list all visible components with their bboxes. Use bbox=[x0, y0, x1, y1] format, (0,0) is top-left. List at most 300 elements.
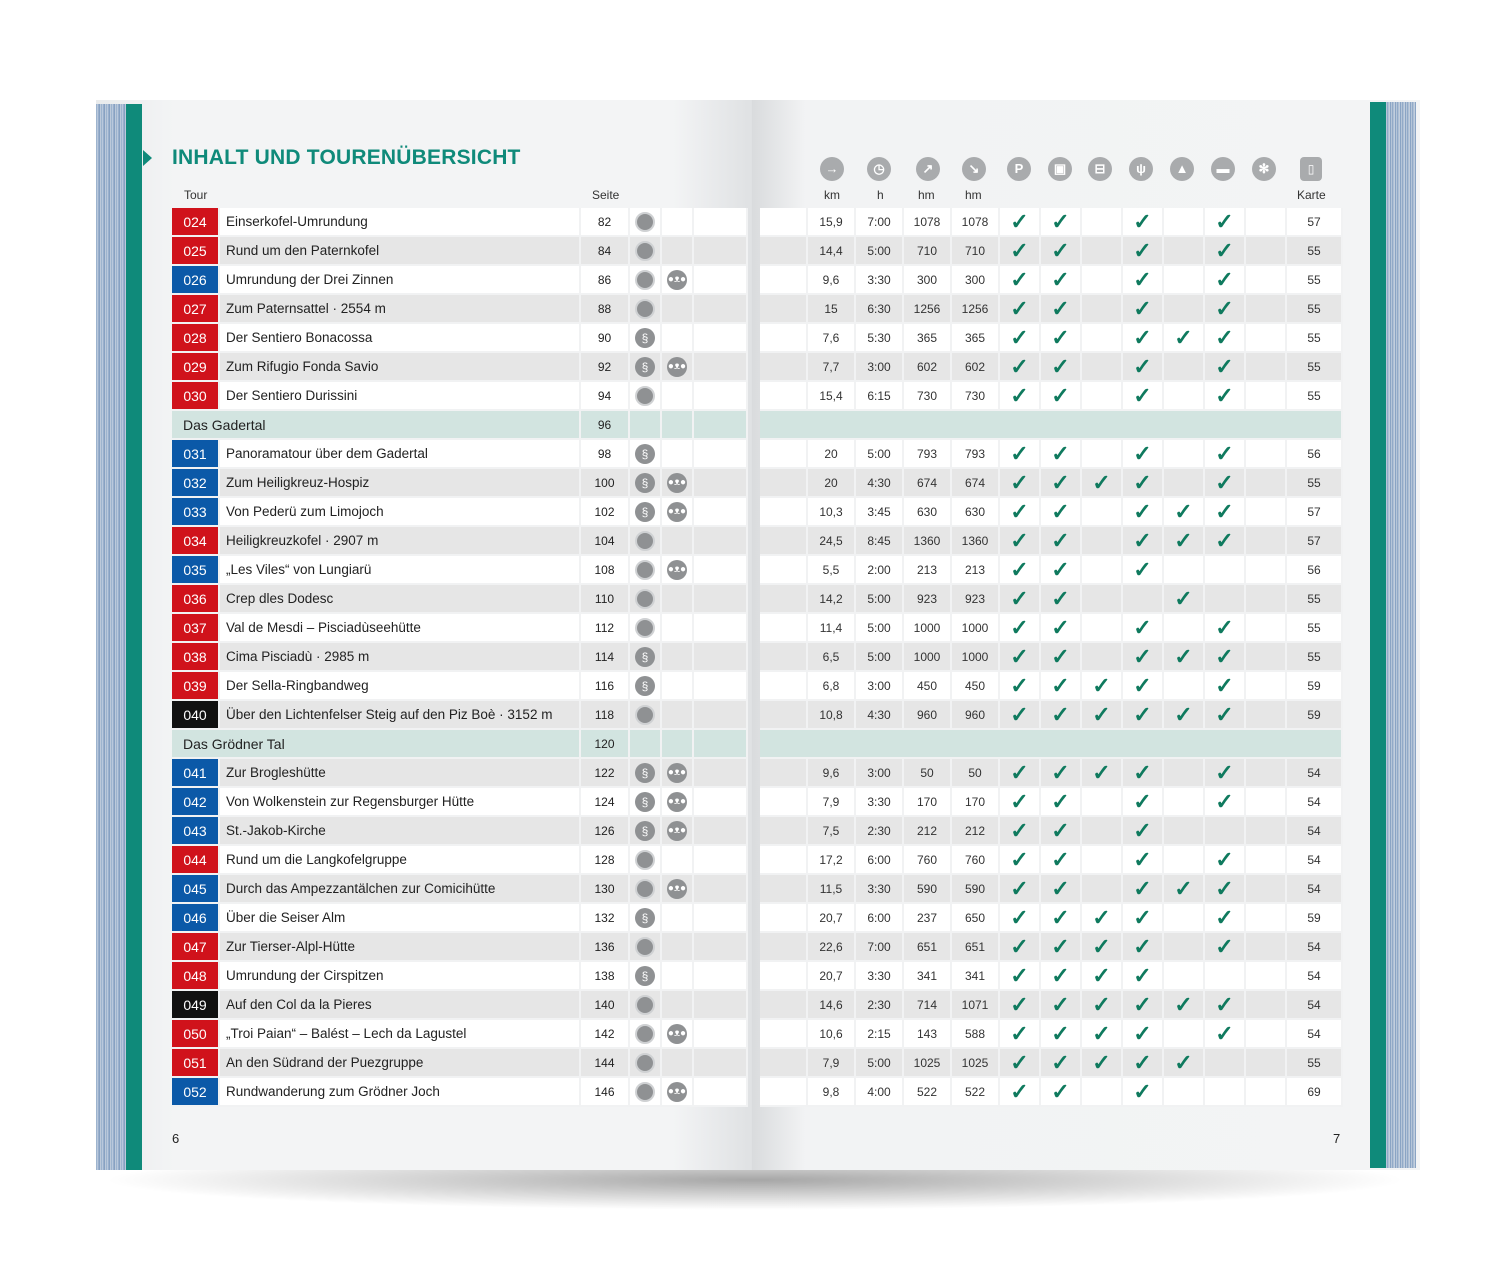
check-icon: ✓ bbox=[1010, 295, 1029, 321]
tour-page: 122 bbox=[580, 758, 629, 787]
tour-type-cell bbox=[629, 381, 661, 410]
left-teal-stripe bbox=[126, 104, 142, 1170]
tour-type-cell bbox=[629, 294, 661, 323]
table-row-right bbox=[760, 845, 1342, 874]
tour-page: 100 bbox=[580, 468, 629, 497]
check-icon: ✓ bbox=[1051, 266, 1070, 292]
check-cell bbox=[1040, 671, 1081, 700]
check-cell bbox=[1204, 990, 1245, 1019]
check-cell bbox=[1081, 468, 1122, 497]
tour-page: 98 bbox=[580, 439, 629, 468]
check-cell bbox=[1081, 265, 1122, 294]
tour-name: Über den Lichtenfelser Steig auf den Piz Boè · 3152 m bbox=[219, 700, 580, 729]
tour-number: 051 bbox=[172, 1048, 219, 1077]
tour-km: 9,8 bbox=[807, 1077, 855, 1106]
tour-descent: 960 bbox=[951, 700, 999, 729]
tour-map: 55 bbox=[1286, 468, 1342, 497]
tour-ascent: 170 bbox=[903, 787, 951, 816]
check-cell bbox=[1040, 845, 1081, 874]
table-row-right bbox=[760, 584, 1342, 613]
check-cell bbox=[1040, 1048, 1081, 1077]
section-fill bbox=[760, 410, 1342, 439]
empty-cell bbox=[760, 1019, 807, 1048]
check-cell bbox=[1204, 874, 1245, 903]
kid-cell bbox=[661, 381, 693, 410]
check-cell bbox=[1040, 961, 1081, 990]
tour-map: 55 bbox=[1286, 584, 1342, 613]
check-cell bbox=[1204, 468, 1245, 497]
check-cell bbox=[1081, 613, 1122, 642]
tour-page: 130 bbox=[580, 874, 629, 903]
tour-number: 037 bbox=[172, 613, 219, 642]
check-cell bbox=[999, 352, 1040, 381]
check-icon: ✓ bbox=[1133, 353, 1152, 379]
check-cell bbox=[1122, 816, 1163, 845]
empty-cell bbox=[760, 294, 807, 323]
check-icon: ✓ bbox=[1010, 614, 1029, 640]
check-cell bbox=[1081, 961, 1122, 990]
kid-cell bbox=[661, 236, 693, 265]
table-row-right bbox=[760, 990, 1342, 1019]
bear-icon: ●ᴥ● bbox=[667, 1024, 687, 1044]
tour-number: 036 bbox=[172, 584, 219, 613]
empty-cell bbox=[693, 758, 747, 787]
tour-type-cell bbox=[629, 468, 661, 497]
empty-cell bbox=[760, 903, 807, 932]
tour-ascent: 450 bbox=[903, 671, 951, 700]
tour-hours: 2:00 bbox=[855, 555, 903, 584]
check-cell bbox=[1081, 352, 1122, 381]
check-icon: ✓ bbox=[1133, 295, 1152, 321]
check-icon: ✓ bbox=[1051, 1049, 1070, 1075]
map-icon: ▯ bbox=[1300, 157, 1322, 181]
check-cell bbox=[1040, 352, 1081, 381]
tour-number: 046 bbox=[172, 903, 219, 932]
cable-car-icon: ⊟ bbox=[1088, 157, 1112, 181]
check-icon: ✓ bbox=[1010, 1049, 1029, 1075]
check-cell bbox=[1122, 208, 1163, 236]
tour-map: 55 bbox=[1286, 265, 1342, 294]
empty-cell bbox=[693, 729, 747, 758]
check-cell bbox=[1081, 208, 1122, 236]
table-row-right bbox=[760, 642, 1342, 671]
tour-descent: 341 bbox=[951, 961, 999, 990]
page-number-left: 6 bbox=[172, 1131, 180, 1146]
tour-name: Heiligkreuzkofel · 2907 m bbox=[219, 526, 580, 555]
check-icon: ✓ bbox=[1051, 208, 1070, 234]
check-icon: ✓ bbox=[1051, 759, 1070, 785]
section-page: 96 bbox=[580, 410, 629, 439]
kid-cell bbox=[661, 1048, 693, 1077]
wave-route-icon: § bbox=[635, 357, 655, 377]
tour-map: 57 bbox=[1286, 526, 1342, 555]
check-icon: ✓ bbox=[1010, 817, 1029, 843]
tour-number: 045 bbox=[172, 874, 219, 903]
check-icon: ✓ bbox=[1133, 846, 1152, 872]
kid-cell bbox=[661, 294, 693, 323]
tour-name: Zur Tierser-Alpl-Hütte bbox=[219, 932, 580, 961]
check-icon: ✓ bbox=[1215, 469, 1234, 495]
check-cell bbox=[1245, 758, 1286, 787]
check-cell bbox=[1163, 439, 1204, 468]
check-cell bbox=[1163, 932, 1204, 961]
tour-type-cell bbox=[629, 874, 661, 903]
table-row-right bbox=[760, 352, 1342, 381]
tour-ascent: 730 bbox=[903, 381, 951, 410]
empty-cell bbox=[760, 787, 807, 816]
check-cell bbox=[1245, 584, 1286, 613]
tour-hours: 6:15 bbox=[855, 381, 903, 410]
check-cell bbox=[1122, 439, 1163, 468]
tour-map: 54 bbox=[1286, 1019, 1342, 1048]
check-icon: ✓ bbox=[1010, 440, 1029, 466]
tour-name: Panoramatour über dem Gadertal bbox=[219, 439, 580, 468]
check-cell bbox=[1163, 961, 1204, 990]
empty-cell bbox=[629, 729, 661, 758]
check-icon: ✓ bbox=[1010, 672, 1029, 698]
tour-km: 15,9 bbox=[807, 208, 855, 236]
tour-number: 041 bbox=[172, 758, 219, 787]
check-cell bbox=[1245, 1048, 1286, 1077]
tour-map: 55 bbox=[1286, 236, 1342, 265]
check-cell bbox=[1204, 816, 1245, 845]
check-icon: ✓ bbox=[1010, 788, 1029, 814]
check-icon: ✓ bbox=[1133, 904, 1152, 930]
section-fill bbox=[760, 729, 1342, 758]
check-cell bbox=[1245, 845, 1286, 874]
check-cell bbox=[1204, 265, 1245, 294]
check-icon: ✓ bbox=[1010, 266, 1029, 292]
check-cell bbox=[1081, 932, 1122, 961]
wave-route-icon: § bbox=[635, 763, 655, 783]
tour-name: Zum Paternsattel · 2554 m bbox=[219, 294, 580, 323]
tour-km: 7,9 bbox=[807, 1048, 855, 1077]
check-cell bbox=[1081, 555, 1122, 584]
check-icon: ✓ bbox=[1133, 266, 1152, 292]
check-icon: ✓ bbox=[1133, 324, 1152, 350]
tour-name: Rund um die Langkofelgruppe bbox=[219, 845, 580, 874]
check-cell bbox=[1163, 208, 1204, 236]
bear-icon: ●ᴥ● bbox=[667, 763, 687, 783]
check-icon: ✓ bbox=[1133, 643, 1152, 669]
restaurant-icon: ψ bbox=[1129, 157, 1153, 181]
tour-page: 110 bbox=[580, 584, 629, 613]
check-icon: ✓ bbox=[1051, 875, 1070, 901]
check-icon: ✓ bbox=[1051, 382, 1070, 408]
empty-cell bbox=[693, 700, 747, 729]
check-cell bbox=[999, 265, 1040, 294]
tour-number: 025 bbox=[172, 236, 219, 265]
kid-cell bbox=[661, 903, 693, 932]
check-cell bbox=[1081, 294, 1122, 323]
loop-route-icon bbox=[635, 1024, 655, 1044]
check-cell bbox=[1081, 381, 1122, 410]
tour-type-cell bbox=[629, 208, 661, 236]
check-cell bbox=[999, 1077, 1040, 1106]
table-row bbox=[172, 613, 747, 642]
check-cell bbox=[1081, 816, 1122, 845]
tour-ascent: 602 bbox=[903, 352, 951, 381]
check-cell bbox=[1245, 208, 1286, 236]
check-cell bbox=[1040, 1019, 1081, 1048]
tour-page: 108 bbox=[580, 555, 629, 584]
table-row bbox=[172, 526, 747, 555]
check-icon: ✓ bbox=[1051, 237, 1070, 263]
left-page-edges bbox=[96, 104, 126, 1170]
tour-hours: 4:30 bbox=[855, 468, 903, 497]
header-hm-up: hm bbox=[918, 188, 935, 202]
check-icon: ✓ bbox=[1133, 701, 1152, 727]
tour-map: 54 bbox=[1286, 758, 1342, 787]
table-row bbox=[172, 932, 747, 961]
tour-map: 55 bbox=[1286, 642, 1342, 671]
table-row-right bbox=[760, 758, 1342, 787]
tour-type-cell bbox=[629, 845, 661, 874]
section-page: 120 bbox=[580, 729, 629, 758]
empty-cell bbox=[760, 1048, 807, 1077]
check-cell bbox=[1122, 700, 1163, 729]
tour-number: 049 bbox=[172, 990, 219, 1019]
check-cell bbox=[1163, 642, 1204, 671]
empty-cell bbox=[760, 845, 807, 874]
tour-descent: 450 bbox=[951, 671, 999, 700]
check-cell bbox=[999, 758, 1040, 787]
empty-cell bbox=[760, 526, 807, 555]
wave-route-icon: § bbox=[635, 647, 655, 667]
check-icon: ✓ bbox=[1215, 788, 1234, 814]
check-icon: ✓ bbox=[1215, 382, 1234, 408]
tour-page: 94 bbox=[580, 381, 629, 410]
kid-cell bbox=[661, 1077, 693, 1106]
check-cell bbox=[1040, 990, 1081, 1019]
tour-ascent: 793 bbox=[903, 439, 951, 468]
check-cell bbox=[1245, 236, 1286, 265]
check-cell bbox=[1204, 787, 1245, 816]
tour-hours: 3:45 bbox=[855, 497, 903, 526]
tour-name: „Les Viles“ von Lungiarü bbox=[219, 555, 580, 584]
check-icon: ✓ bbox=[1133, 933, 1152, 959]
check-cell bbox=[1081, 642, 1122, 671]
table-row bbox=[172, 671, 747, 700]
check-cell bbox=[1204, 555, 1245, 584]
check-cell bbox=[1163, 236, 1204, 265]
check-cell bbox=[1040, 236, 1081, 265]
section-row bbox=[172, 410, 747, 439]
tour-hours: 8:45 bbox=[855, 526, 903, 555]
kid-cell bbox=[661, 323, 693, 352]
table-row bbox=[172, 294, 747, 323]
tour-ascent: 590 bbox=[903, 874, 951, 903]
check-cell bbox=[1122, 468, 1163, 497]
check-icon: ✓ bbox=[1010, 846, 1029, 872]
check-icon: ✓ bbox=[1133, 875, 1152, 901]
tour-type-cell bbox=[629, 787, 661, 816]
tour-km: 6,8 bbox=[807, 671, 855, 700]
tour-hours: 3:00 bbox=[855, 758, 903, 787]
tour-name: Umrundung der Cirspitzen bbox=[219, 961, 580, 990]
kid-cell bbox=[661, 208, 693, 236]
tour-number: 044 bbox=[172, 845, 219, 874]
check-icon: ✓ bbox=[1051, 991, 1070, 1017]
check-icon: ✓ bbox=[1092, 933, 1111, 959]
check-cell bbox=[1163, 845, 1204, 874]
kid-cell bbox=[661, 961, 693, 990]
check-icon: ✓ bbox=[1092, 672, 1111, 698]
tour-page: 92 bbox=[580, 352, 629, 381]
check-cell bbox=[999, 555, 1040, 584]
check-cell bbox=[999, 381, 1040, 410]
header-karte: Karte bbox=[1297, 188, 1326, 202]
check-cell bbox=[1245, 816, 1286, 845]
tour-km: 11,4 bbox=[807, 613, 855, 642]
tour-type-cell bbox=[629, 265, 661, 294]
tour-page: 126 bbox=[580, 816, 629, 845]
tour-type-cell bbox=[629, 932, 661, 961]
check-cell bbox=[1040, 816, 1081, 845]
check-cell bbox=[1122, 1019, 1163, 1048]
check-cell bbox=[1245, 265, 1286, 294]
check-cell bbox=[1163, 903, 1204, 932]
table-row-right bbox=[760, 294, 1342, 323]
empty-cell bbox=[693, 787, 747, 816]
check-cell bbox=[1081, 497, 1122, 526]
check-cell bbox=[1122, 265, 1163, 294]
kid-cell bbox=[661, 265, 693, 294]
tour-ascent: 710 bbox=[903, 236, 951, 265]
tour-page: 140 bbox=[580, 990, 629, 1019]
tour-km: 20 bbox=[807, 439, 855, 468]
tour-hours: 4:30 bbox=[855, 700, 903, 729]
tour-km: 20,7 bbox=[807, 903, 855, 932]
check-icon: ✓ bbox=[1215, 324, 1234, 350]
empty-cell bbox=[760, 758, 807, 787]
check-icon: ✓ bbox=[1092, 991, 1111, 1017]
check-icon: ✓ bbox=[1051, 585, 1070, 611]
check-cell bbox=[1040, 208, 1081, 236]
header-seite: Seite bbox=[592, 188, 620, 202]
check-cell bbox=[1245, 497, 1286, 526]
tour-name: Rund um den Paternkofel bbox=[219, 236, 580, 265]
tour-km: 10,8 bbox=[807, 700, 855, 729]
tour-name: Zum Heiligkreuz-Hospiz bbox=[219, 468, 580, 497]
check-cell bbox=[1122, 1048, 1163, 1077]
title-arrow-icon bbox=[143, 150, 152, 166]
tour-type-cell bbox=[629, 758, 661, 787]
check-cell bbox=[1204, 671, 1245, 700]
check-cell bbox=[1040, 265, 1081, 294]
check-cell bbox=[1122, 932, 1163, 961]
check-icon: ✓ bbox=[1174, 875, 1193, 901]
check-cell bbox=[1040, 294, 1081, 323]
check-cell bbox=[999, 787, 1040, 816]
tour-km: 7,5 bbox=[807, 816, 855, 845]
check-cell bbox=[1245, 642, 1286, 671]
check-cell bbox=[1245, 439, 1286, 468]
tour-type-cell bbox=[629, 700, 661, 729]
bed-icon: ▬ bbox=[1211, 157, 1235, 181]
check-cell bbox=[1040, 323, 1081, 352]
check-cell bbox=[1040, 526, 1081, 555]
check-cell bbox=[1040, 700, 1081, 729]
loop-route-icon bbox=[635, 212, 655, 232]
check-icon: ✓ bbox=[1010, 382, 1029, 408]
tour-map: 59 bbox=[1286, 671, 1342, 700]
table-row bbox=[172, 236, 747, 265]
table-row bbox=[172, 990, 747, 1019]
table-row bbox=[172, 468, 747, 497]
page-number-right: 7 bbox=[1333, 1131, 1341, 1146]
tour-page: 90 bbox=[580, 323, 629, 352]
tour-ascent: 674 bbox=[903, 468, 951, 497]
right-page-edges bbox=[1386, 102, 1416, 1168]
table-row-right bbox=[760, 700, 1342, 729]
kid-cell bbox=[661, 555, 693, 584]
check-icon: ✓ bbox=[1215, 527, 1234, 553]
check-cell bbox=[1122, 671, 1163, 700]
table-row-right bbox=[760, 874, 1342, 903]
tour-ascent: 1360 bbox=[903, 526, 951, 555]
empty-cell bbox=[693, 468, 747, 497]
tour-map: 59 bbox=[1286, 700, 1342, 729]
tour-hours: 2:30 bbox=[855, 816, 903, 845]
check-cell bbox=[999, 323, 1040, 352]
wave-route-icon: § bbox=[635, 502, 655, 522]
check-cell bbox=[1163, 1019, 1204, 1048]
tour-number: 032 bbox=[172, 468, 219, 497]
tour-name: Der Sentiero Durissini bbox=[219, 381, 580, 410]
tour-hours: 7:00 bbox=[855, 932, 903, 961]
tour-type-cell bbox=[629, 990, 661, 1019]
loop-route-icon bbox=[635, 386, 655, 406]
check-icon: ✓ bbox=[1174, 527, 1193, 553]
check-cell bbox=[1163, 468, 1204, 497]
tour-hours: 3:30 bbox=[855, 787, 903, 816]
check-cell bbox=[999, 845, 1040, 874]
tour-number: 029 bbox=[172, 352, 219, 381]
check-cell bbox=[1245, 700, 1286, 729]
check-cell bbox=[1163, 990, 1204, 1019]
check-cell bbox=[1081, 903, 1122, 932]
check-icon: ✓ bbox=[1174, 701, 1193, 727]
kid-cell bbox=[661, 497, 693, 526]
tour-type-cell bbox=[629, 439, 661, 468]
loop-route-icon bbox=[635, 879, 655, 899]
bear-icon: ●ᴥ● bbox=[667, 1082, 687, 1102]
empty-cell bbox=[760, 700, 807, 729]
empty-cell bbox=[693, 323, 747, 352]
check-icon: ✓ bbox=[1133, 991, 1152, 1017]
check-cell bbox=[1245, 787, 1286, 816]
check-icon: ✓ bbox=[1133, 1020, 1152, 1046]
tour-number: 033 bbox=[172, 497, 219, 526]
check-icon: ✓ bbox=[1010, 991, 1029, 1017]
tour-descent: 1000 bbox=[951, 613, 999, 642]
check-cell bbox=[1122, 526, 1163, 555]
tour-descent: 1078 bbox=[951, 208, 999, 236]
table-row-right bbox=[760, 439, 1342, 468]
tour-name: Cima Pisciadù · 2985 m bbox=[219, 642, 580, 671]
check-icon: ✓ bbox=[1215, 1020, 1234, 1046]
check-cell bbox=[1163, 816, 1204, 845]
table-row bbox=[172, 787, 747, 816]
tour-page: 104 bbox=[580, 526, 629, 555]
tour-map: 54 bbox=[1286, 990, 1342, 1019]
check-icon: ✓ bbox=[1133, 614, 1152, 640]
tour-number: 047 bbox=[172, 932, 219, 961]
tour-name: Durch das Ampezzantälchen zur Comicihütte bbox=[219, 874, 580, 903]
check-cell bbox=[1204, 1077, 1245, 1106]
tour-descent: 730 bbox=[951, 381, 999, 410]
